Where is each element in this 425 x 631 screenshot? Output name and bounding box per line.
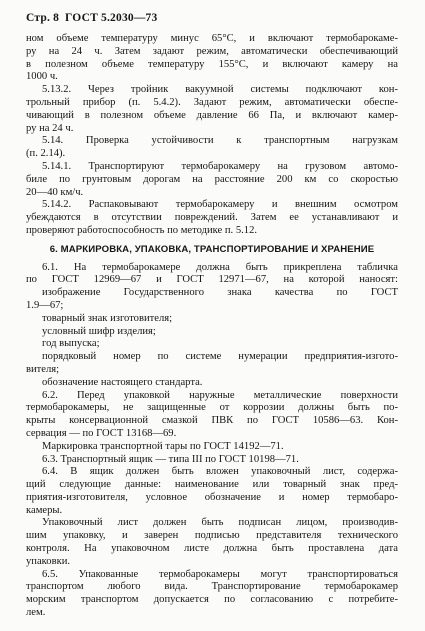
- text-line: 6.3. Транспортный ящик — типа III по ГОСТ 10198—71.: [42, 453, 299, 465]
- text-line: 6.4. В ящик должен быть вложен упаковочный лист, содержа-: [42, 466, 398, 478]
- text-line: 6.2. Перед упаковкой наружные металлические поверхности: [42, 389, 398, 401]
- text-line: (п. 2.14).: [26, 148, 66, 160]
- text-line: изображение Государственного знака качества по ГОСТ: [42, 287, 398, 299]
- text-line: 6.1. На термобарокамере должна быть прикреплена табличка: [42, 261, 398, 273]
- text-line: 5.13.2. Через тройник вакуумной системы подключают кон-: [42, 84, 398, 96]
- text-line: транспортом любого вида. Транспортирование термобарокамер: [26, 581, 398, 593]
- text-line: в полезном объеме температуру 155°С, и включают камеру на: [26, 58, 398, 70]
- section-heading: 6. МАРКИРОВКА, УПАКОВКА, ТРАНСПОРТИРОВАНИЕ И ХРАНЕНИЕ: [49, 243, 375, 255]
- text-line: убеждаются в отсутствии повреждений. Затем ее устанавливают и: [26, 212, 398, 224]
- text-line: условный шифр изделия;: [42, 325, 156, 337]
- text-line: товарный знак изготовителя;: [42, 312, 173, 324]
- text-line: вителя;: [26, 363, 60, 375]
- text-line: лем.: [26, 607, 46, 619]
- text-line: 5.14.2. Распаковывают термобарокамеру и внешним осмотром: [42, 199, 398, 211]
- text-line: проверяют работоспособность по методике п. 5.12.: [26, 224, 258, 236]
- text-line: ном объеме температуру минус 65°С, и включают термобарокаме-: [26, 33, 398, 44]
- text-line: обозначение настоящего стандарта.: [42, 376, 203, 388]
- text-line: ру на 24 ч. Затем задают режим, автоматически обеспечивающий: [26, 45, 398, 57]
- text-line: 1000 ч.: [26, 71, 58, 83]
- text-line: камеры.: [26, 504, 63, 516]
- text-line: контроля. На упаковочном листе должна быть проставлена дата: [26, 543, 398, 555]
- page-header: [26, 12, 157, 24]
- text-line: Маркировка транспортной тары по ГОСТ 14192—71.: [42, 440, 284, 452]
- text-line: 20—40 км/ч.: [26, 186, 84, 198]
- text-line: Упаковочный лист должен быть подписан лицом, производив-: [42, 517, 398, 529]
- text-line: крыты консервационной смазкой ПВК по ГОСТ 10586—63. Кон-: [26, 415, 398, 427]
- text-line: год выпуска;: [42, 338, 100, 350]
- text-line: порядковый номер по системе нумерации предприятия-изгото-: [42, 351, 398, 363]
- text-line: ру на 24 ч.: [26, 122, 74, 134]
- page-number: Стр. 8: [26, 12, 60, 24]
- text-line: сервация — по ГОСТ 13168—69.: [26, 427, 177, 439]
- text-line: термобарокамеры, не защищенные от коррозии должны быть по-: [26, 402, 398, 414]
- text-line: по ГОСТ 12969—67 и ГОСТ 12971—67, на которой наносят:: [26, 274, 398, 286]
- text-line: биле по грунтовым дорогам на расстояние 200 км со скоростью: [26, 173, 398, 185]
- standard-designation: ГОСТ 5.2030—73: [65, 12, 158, 24]
- text-line: трольный прибор (п. 5.4.2). Задают режим, автоматически обеспе-: [26, 96, 398, 108]
- text-line: 5.14. Проверка устойчивости к транспортным нагрузкам: [42, 135, 398, 147]
- text-line: 1.9—67;: [26, 299, 64, 311]
- text-line: чивающий в полезном объеме давление 66 Па, и включают камер-: [26, 109, 398, 121]
- text-line: 5.14.1. Транспортируют термобарокамеру на грузовом автомо-: [42, 160, 398, 172]
- text-line: морским транспортом допускается по согласованию с потребите-: [26, 594, 398, 606]
- body-text: [26, 33, 398, 620]
- text-line: 6.5. Упакованные термобарокамеры могут транспортироваться: [42, 568, 398, 580]
- text-line: приятия-изготовителя, условное обозначение и номер термобаро-: [26, 491, 398, 503]
- text-line: шим упаковку, и заверен подписью представителя технического: [26, 530, 398, 542]
- text-line: упаковки.: [26, 555, 71, 567]
- text-line: щий следующие данные: наименование или товарный знак пред-: [26, 479, 398, 491]
